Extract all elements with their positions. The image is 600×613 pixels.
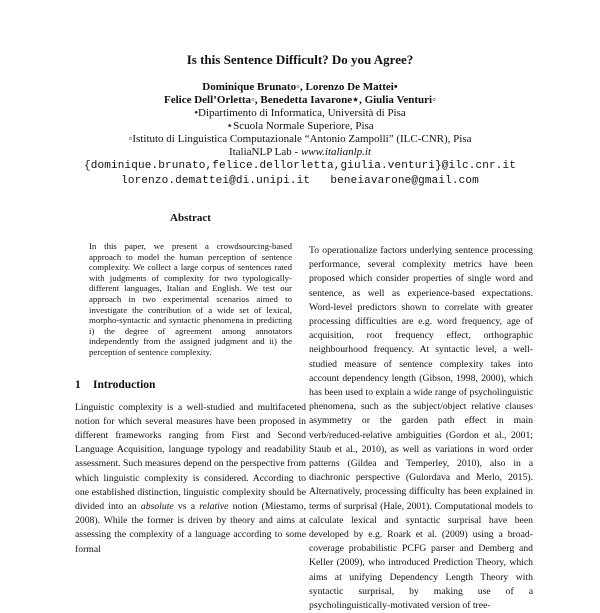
section-heading-introduction xyxy=(75,378,306,392)
abstract-heading: Abstract xyxy=(170,212,211,224)
term-absolute: absolute xyxy=(140,500,174,512)
right-column xyxy=(309,244,533,613)
section-number: 1 xyxy=(75,378,81,391)
affiliation-3: ◦Istituto di Linguistica Computazionale “Antonio Zampolli” (ILC-CNR), Pisa xyxy=(128,133,472,145)
lab-name: ItaliaNLP Lab - xyxy=(228,146,301,158)
section-title-text: Introduction xyxy=(93,378,156,391)
intro-text-part-c: notion (Miestamo, 2008). While the former is driven by theory and aims at assessing the complexity of a language according to some formal xyxy=(75,500,306,555)
affiliation-1: •Dipartimento di Informatica, Università di Pisa xyxy=(194,107,406,119)
paper-title: Is this Sentence Difficult? Do you Agree? xyxy=(186,52,414,67)
right-column-paragraph: To operationalize factors underlying sentence processing performance, several complexity metrics have been proposed which consider properties of single word and sentence, as well as experience-based expectations. Word-level predictors shown to correlate with greater processing difficulties are e.g. word frequency, age of acquisition, root frequency effect, orthographic neighbourhood frequency. At syntactic level, a well-studied measure of sentence complexity takes into account dependency length (Gibson, 1998, 2000), which has been used to explain a wide range of psycholinguistic phenomena, such as the subject/object relative clauses asymmetry or the garden path effect in main verb/reduced-relative ambiguities (Gordon et al., 2001; Staub et al., 2010), as well as variations in word order patterns (Gildea and Temperley, 2010), also in a diachronic perspective (Gulordava and Merlo, 2015). Alternatively, processing difficulty has been explained in terms of surprisal (Hale, 2001). Computational models to calculate lexical and syntactic surprisal have been developed by e.g. Roark et al. (2009) using a broad-coverage probabilistic PCFG parser and Demberg and Keller (2009), who introduced Prediction Theory, which aims at unifying Dependency Length Theory with syntactic surprisal, by making use of a psycholinguistically-motivated version of tree- xyxy=(309,245,533,612)
intro-text-part-a: Linguistic complexity is a well-studied and multifaceted notion for which several measures have been proposed in different frameworks ranging from First and Second Language Acquisition, language typology and readability assessment. Such measures depend on the perspective from which linguistic complexity is considered. According to one established distinction, linguistic complexity should be divided into an xyxy=(75,401,306,512)
term-relative: relative xyxy=(199,500,229,512)
abstract-text: In this paper, we present a crowdsourcing-based approach to model the human perception of sentence complexity. We collect a large corpus of sentences rated with judgments of complexity for two typologically-different languages, Italian and English. We test our approach in two experimental scenarios aimed to investigate the contribution of a wide set of lexical, morpho-syntactic and syntactic phenomena in predicting i) the degree of agreement among annotators independently from the assigned judgment and ii) the perception of sentence complexity. xyxy=(89,241,292,357)
authors-line-1: Dominique Brunato◦, Lorenzo De Mattei• xyxy=(202,81,398,93)
email-line-1: {dominique.brunato,felice.dellorletta,giulia.venturi}@ilc.cnr.it xyxy=(83,160,517,172)
left-column xyxy=(75,211,306,557)
authors-line-2: Felice Dell’Orletta◦, Benedetta Iavarone⋆, Giulia Venturi◦ xyxy=(163,94,437,106)
paper-header xyxy=(0,52,600,189)
email-line-2: lorenzo.demattei@di.unipi.it beneiavarone@gmail.com xyxy=(121,175,479,187)
intro-text-part-b: vs a xyxy=(173,500,200,512)
lab-line xyxy=(0,146,600,159)
introduction-paragraph xyxy=(75,401,306,557)
lab-url-link[interactable]: www.italianlp.it xyxy=(300,146,372,158)
affiliation-2: ⋆Scuola Normale Superiore, Pisa xyxy=(226,120,374,132)
